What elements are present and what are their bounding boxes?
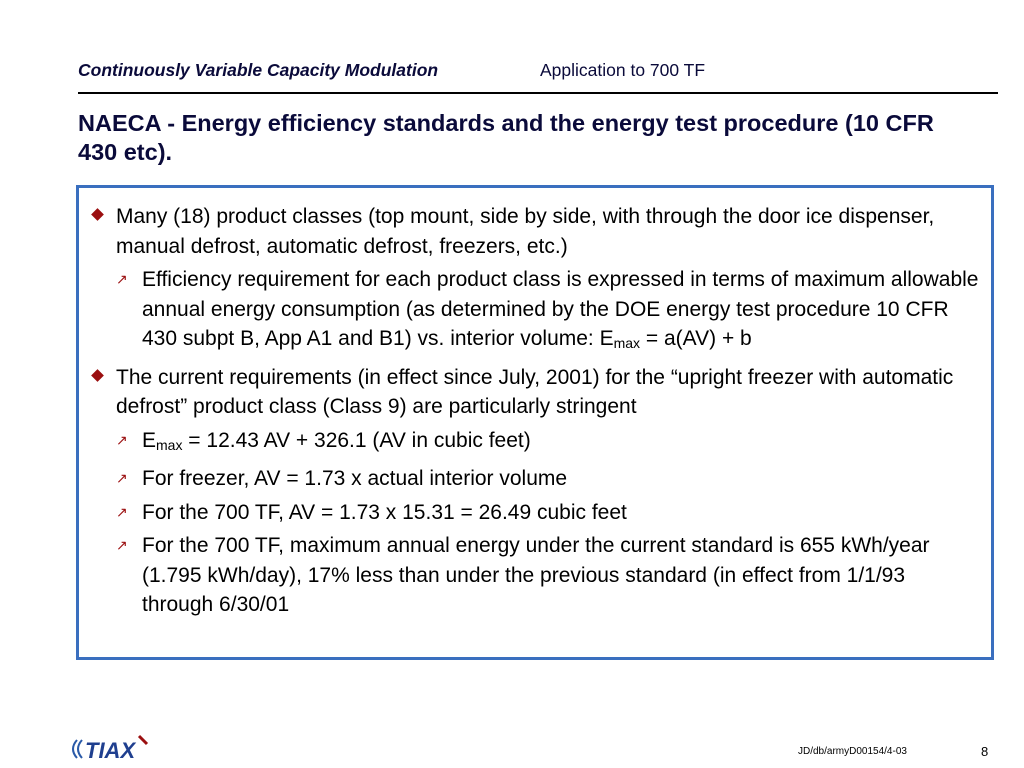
arrow-northeast-icon: ↗: [116, 431, 128, 448]
subscript: max: [613, 335, 641, 351]
footer-reference: JD/db/armyD00154/4-03: [798, 746, 907, 757]
sub-bullet-text: For freezer, AV = 1.73 x actual interior volume: [142, 467, 568, 490]
header-divider: [78, 92, 998, 94]
sub-bullet-text: For the 700 TF, AV = 1.73 x 15.31 = 26.49 cubic feet: [142, 500, 627, 524]
logo-text: TIAX: [85, 738, 136, 763]
sub-bullet-tail: = a(AV) + b: [640, 327, 752, 350]
tiax-logo: [67, 734, 157, 764]
sub-bullet-lead: E: [142, 428, 157, 452]
arrow-northeast-icon: ↗: [116, 470, 128, 486]
header-left-title: Continuously Variable Capacity Modulation: [78, 60, 439, 80]
diamond-bullet-icon: [91, 208, 104, 221]
header-right-title: Application to 700 TF: [540, 60, 706, 80]
diamond-bullet-icon: [91, 369, 104, 382]
sub-bullet-item: [92, 498, 979, 528]
bullet-item: [92, 363, 979, 422]
bullet-list: [92, 202, 979, 620]
slide-title: NAECA - Energy efficiency standards and the energy test procedure (10 CFR 430 etc).: [78, 110, 934, 165]
content-box: [76, 185, 994, 660]
sub-bullet-item: [92, 426, 979, 461]
bullet-item: [92, 202, 979, 261]
arrow-northeast-icon: ↗: [116, 537, 128, 553]
sub-bullet-text: Efficiency requirement for each product class is expressed in terms of maximum allowable annual energy consumption (as determined by the DOE energy test procedure 10 CFR 430 subpt B, App A1 and B1) vs. interior volume: E: [142, 268, 979, 350]
subscript: max: [156, 436, 183, 453]
arrow-northeast-icon: ↗: [116, 271, 128, 287]
bullet-text: Many (18) product classes (top mount, side by side, with through the door ice dispenser, manual defrost, automatic defrost, freezers, etc.): [116, 205, 935, 258]
arrow-northeast-icon: ↗: [116, 503, 128, 520]
page-number: 8: [981, 744, 989, 759]
sub-bullet-item: [92, 265, 979, 359]
sub-bullet-item: [92, 464, 979, 494]
sub-bullet-text: For the 700 TF, maximum annual energy under the current standard is 655 kWh/year (1.795 kWh/day), 17% less than under the previous standard (in effect from 1/1/93 through 6/30/01: [142, 534, 930, 616]
sub-bullet-text: = 12.43 AV + 326.1 (AV in cubic feet): [182, 428, 531, 452]
sub-bullet-item: [92, 531, 979, 620]
bullet-text: The current requirements (in effect since July, 2001) for the “upright freezer with automatic defrost” product class (Class 9) are particularly stringent: [116, 365, 954, 418]
